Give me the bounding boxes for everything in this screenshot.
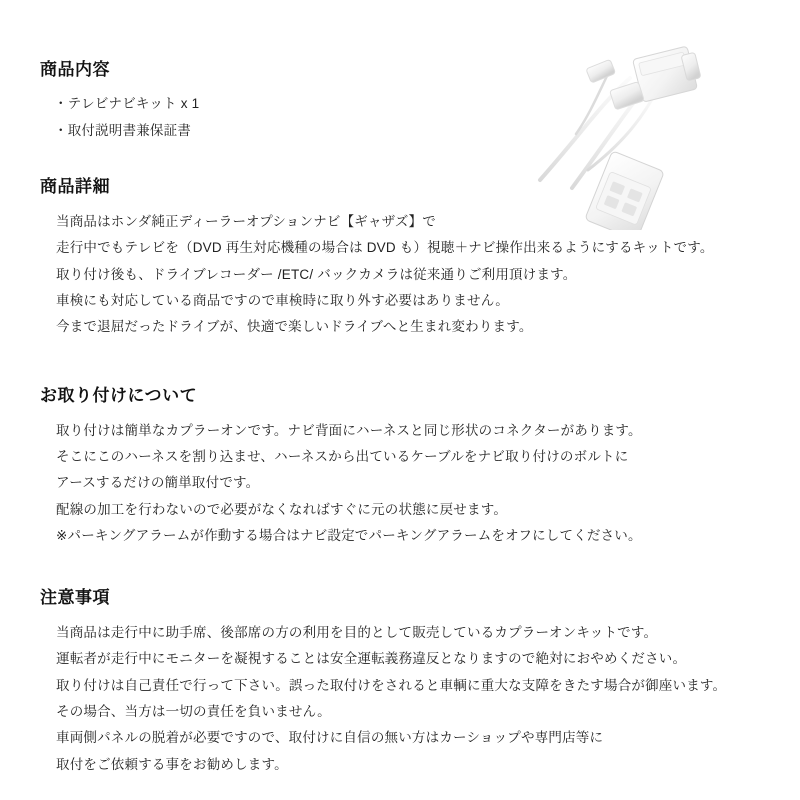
section-contents (40, 55, 760, 144)
details-line: 車検にも対応している商品ですので車検時に取り外す必要はありません。 (56, 292, 509, 308)
caution-line: 取付をご依頼する事をお勧めします。 (56, 756, 288, 772)
contents-line: ・取付説明書兼保証書 (54, 123, 191, 138)
details-line: 取り付け後も、ドライブレコーダー /ETC/ バックカメラは従来通りご利用頂けます。 (56, 266, 577, 282)
install-line: そこにこのハーネスを割り込ませ、ハーネスから出ているケーブルをナビ取り付けのボルトに (56, 448, 629, 464)
section-title-contents: 商品内容 (40, 60, 110, 79)
section-details (40, 172, 760, 341)
caution-line: 車両側パネルの脱着が必要ですので、取付けに自信の無い方はカーショップや専門店等に (56, 730, 604, 746)
contents-line: ・テレビナビキット x 1 (54, 96, 200, 111)
section-title-caution: 注意事項 (40, 588, 110, 608)
install-line: 取り付けは簡単なカプラーオンです。ナビ背面にハーネスと同じ形状のコネクターがあります。 (56, 422, 642, 438)
caution-line: 運転者が走行中にモニターを凝視することは安全運転義務違反となりますので絶対におやめください。 (56, 651, 687, 667)
section-install (40, 381, 760, 550)
section-title-install: お取り付けについて (40, 385, 198, 405)
install-line: 配線の加工を行わないので必要がなくなればすぐに元の状態に戻せます。 (56, 501, 508, 517)
caution-line: 取り付けは自己責任で行って下さい。誤った取付けをされると車輌に重大な支障をきたす場合が御座います。 (56, 677, 727, 693)
section-title-details: 商品詳細 (40, 177, 110, 196)
section-caution (40, 583, 760, 778)
details-line: 当商品はホンダ純正ディーラーオプションナビ【ギャザズ】で (56, 214, 436, 229)
caution-line: その場合、当方は一切の責任を負いません。 (56, 704, 331, 720)
details-line: 今まで退屈だったドライブが、快適で楽しいドライブへと生まれ変わります。 (56, 319, 533, 335)
caution-line: 当商品は走行中に助手席、後部席の方の利用を目的として販売しているカプラーオンキットです。 (56, 625, 658, 641)
install-line: アースするだけの簡単取付です。 (56, 475, 260, 491)
details-line: 走行中でもテレビを（DVD 再生対応機種の場合は DVD も）視聴＋ナビ操作出来るようにするキットです。 (56, 240, 714, 256)
install-line: ※パーキングアラームが作動する場合はナビ設定でパーキングアラームをオフにしてください。 (56, 527, 642, 543)
